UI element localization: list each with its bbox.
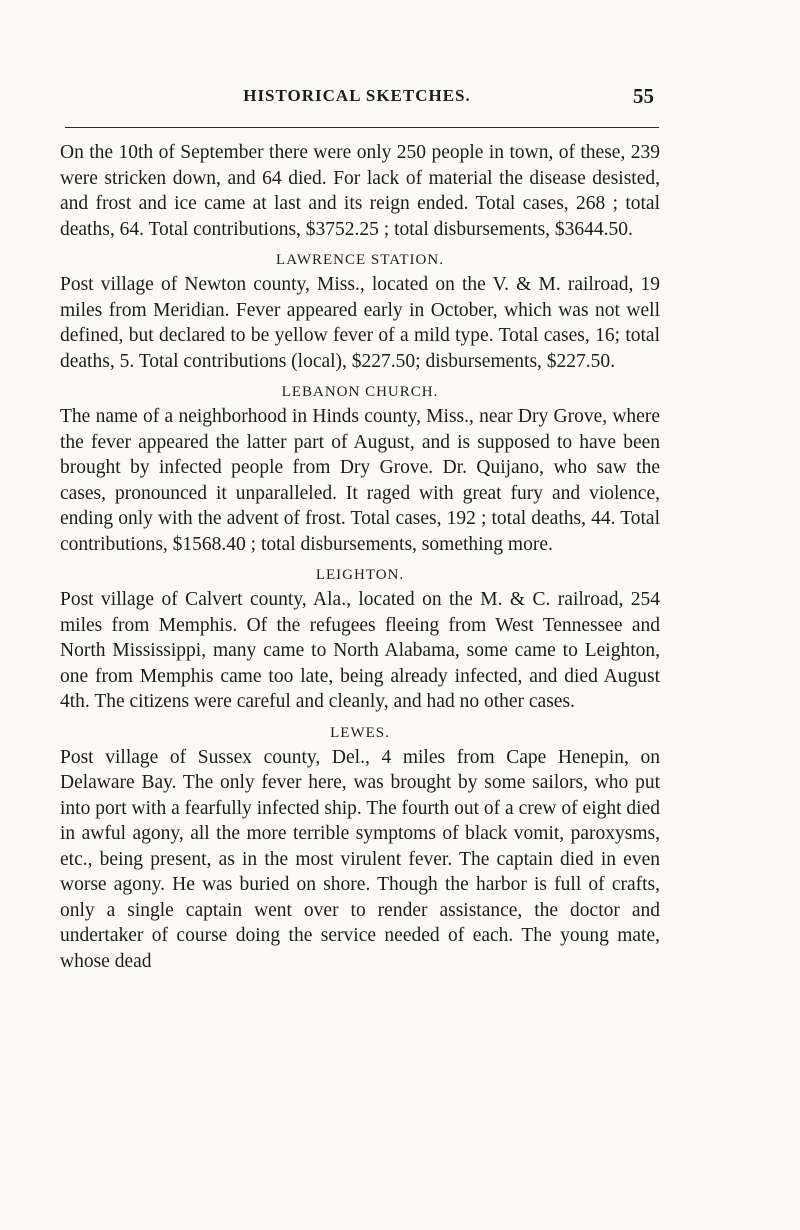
- running-head: [60, 86, 654, 116]
- header-rule: [65, 127, 659, 128]
- page-number: 55: [633, 84, 654, 108]
- section-heading-lawrence-station: LAWRENCE STATION.: [276, 252, 444, 268]
- paragraph-intro: On the 10th of September there were only 250 people in town, of these, 239 were stricken down, and 64 died. For lack of material the disease desisted, and frost and ice came at last and its reign ended. Total cases, 268 ; total deaths, 64. Total contributions, $3752.25 ; total disbursements, $3644.50.: [60, 142, 660, 240]
- paragraph-lebanon-church: The name of a neighborhood in Hinds county, Miss., near Dry Grove, where the fever appeared the latter part of August, and is supposed to have been brought by infected people from Dry Grove. Dr. Quijano, who saw the cases, pronounced it unparalleled. It raged with great fury and violence, ending only with the advent of frost. Total cases, 192 ; total deaths, 44. Total contributions, $1568.40 ; total disbursements, something more.: [60, 406, 660, 555]
- body-text: [60, 140, 660, 974]
- paragraph-lawrence-station: Post village of Newton county, Miss., located on the V. & M. railroad, 19 miles from Meridian. Fever appeared early in October, which was not well defined, but declared to be yellow fever of a mild type. Total cases, 16; total deaths, 5. Total contributions (local), $227.50; disbursements, $227.50.: [60, 274, 660, 372]
- paragraph-leighton: Post village of Calvert county, Ala., located on the M. & C. railroad, 254 miles from Memphis. Of the refugees fleeing from West Tennessee and North Mississippi, many came to North Alabama, some came to Leighton, one from Memphis came too late, being already infected, and died August 4th. The citizens were careful and cleanly, and had no other cases.: [60, 589, 660, 712]
- paragraph-lewes: Post village of Sussex county, Del., 4 miles from Cape Henepin, on Delaware Bay. The only fever here, was brought by some sailors, who put into port with a fearfully infected ship. The fourth out of a crew of eight died in awful agony, all the more terrible symptoms of black vomit, paroxysms, etc., being present, as in the most virulent fever. The captain died in even worse agony. He was buried on shore. Though the harbor is full of crafts, only a single captain went over to render assistance, the doctor and undertaker of course doing the service needed of each. The young mate, whose dead: [60, 746, 660, 972]
- section-heading-lewes: LEWES.: [330, 724, 390, 741]
- section-heading-lebanon-church: LEBANON CHURCH.: [281, 384, 439, 400]
- running-title: HISTORICAL SKETCHES.: [243, 86, 471, 105]
- section-heading-leighton: LEIGHTON.: [315, 567, 405, 583]
